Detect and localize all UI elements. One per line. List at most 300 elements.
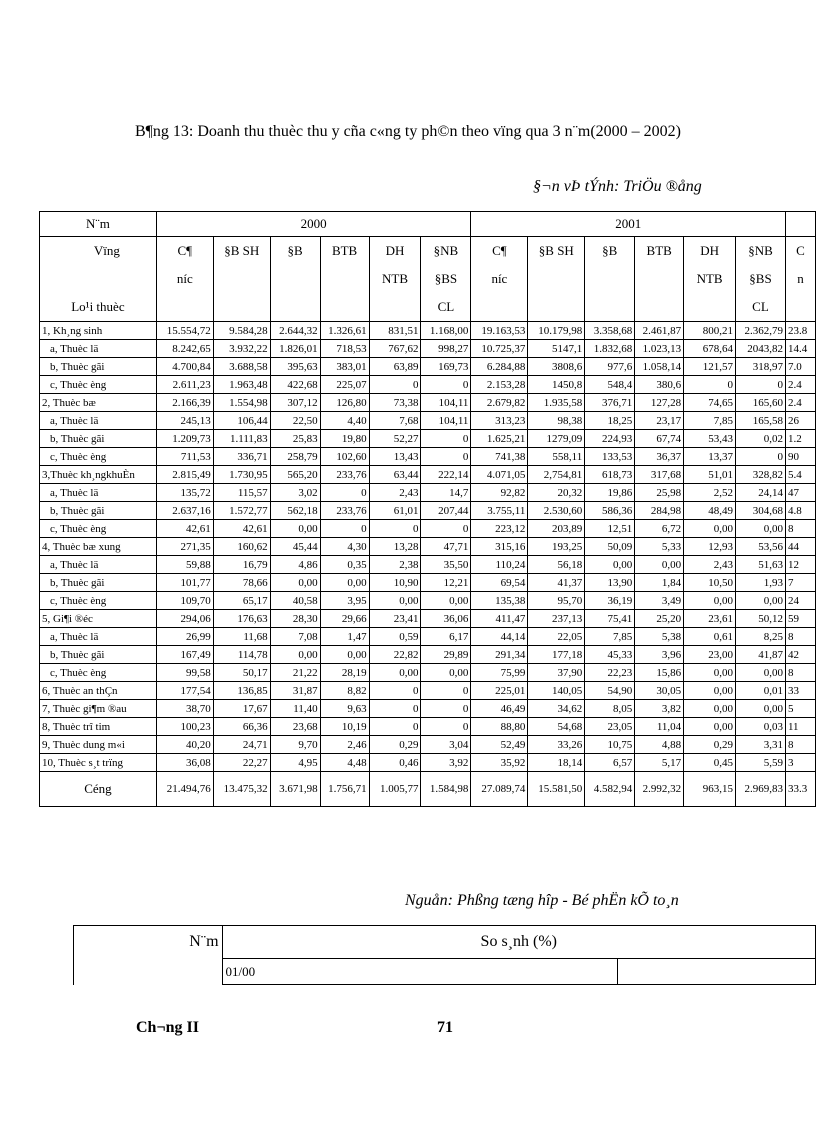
corner-region-label: Vïng xyxy=(93,243,120,258)
value-cell: 5,33 xyxy=(635,538,684,556)
value-cell: 0,00 xyxy=(736,664,786,682)
value-cell: 0 xyxy=(421,520,471,538)
value-cell: 12,51 xyxy=(585,520,635,538)
comparison-table xyxy=(73,925,816,985)
region-header xyxy=(585,237,635,322)
region-header-line xyxy=(637,265,681,293)
region-header-line: NTB xyxy=(696,271,723,286)
value-cell: 8 xyxy=(785,628,815,646)
value-cell: 23,05 xyxy=(585,718,635,736)
value-cell: 1.005,77 xyxy=(369,772,421,807)
region-header-line: NTB xyxy=(382,271,409,286)
value-cell: 1.584,98 xyxy=(421,772,471,807)
table-row xyxy=(40,322,816,340)
value-cell: 22,27 xyxy=(213,754,270,772)
value-cell: 767,62 xyxy=(369,340,421,358)
table-row xyxy=(40,556,816,574)
region-header-line xyxy=(216,265,268,293)
value-cell: 233,76 xyxy=(320,502,369,520)
region-header-line xyxy=(788,293,813,321)
value-cell: 45,44 xyxy=(270,538,320,556)
value-cell: 177,54 xyxy=(156,682,213,700)
region-header-line xyxy=(372,293,419,321)
value-cell: 165,58 xyxy=(736,412,786,430)
value-cell: 38,70 xyxy=(156,700,213,718)
table-row xyxy=(40,412,816,430)
value-cell: 6.284,88 xyxy=(471,358,528,376)
value-cell: 0,00 xyxy=(684,592,736,610)
value-cell: 10,19 xyxy=(320,718,369,736)
region-header-line: §B SH xyxy=(538,243,574,258)
row-label: 1, Kh¸ng sinh xyxy=(40,322,157,340)
value-cell: 0,00 xyxy=(736,520,786,538)
region-header-line xyxy=(686,293,733,321)
value-cell: 22,23 xyxy=(585,664,635,682)
region-header-line xyxy=(530,293,582,321)
value-cell: 0 xyxy=(421,700,471,718)
value-cell: 5,17 xyxy=(635,754,684,772)
value-cell: 53,56 xyxy=(736,538,786,556)
value-cell: 678,64 xyxy=(684,340,736,358)
value-cell: 8,05 xyxy=(585,700,635,718)
value-cell: 40,20 xyxy=(156,736,213,754)
value-cell: 44 xyxy=(785,538,815,556)
value-cell: 0 xyxy=(421,430,471,448)
value-cell: 10,75 xyxy=(585,736,635,754)
value-cell: 102,60 xyxy=(320,448,369,466)
value-cell: 136,85 xyxy=(213,682,270,700)
corner-year-label: N¨m xyxy=(40,212,157,237)
value-cell: 3,04 xyxy=(421,736,471,754)
value-cell: 26,99 xyxy=(156,628,213,646)
value-cell: 718,53 xyxy=(320,340,369,358)
value-cell: 35,50 xyxy=(421,556,471,574)
value-cell: 23,41 xyxy=(369,610,421,628)
value-cell: 315,16 xyxy=(471,538,528,556)
region-header-line xyxy=(323,293,367,321)
value-cell: 13,37 xyxy=(684,448,736,466)
value-cell: 1,93 xyxy=(736,574,786,592)
value-cell: 336,71 xyxy=(213,448,270,466)
value-cell: 24,14 xyxy=(736,484,786,502)
value-cell: 0,00 xyxy=(421,664,471,682)
value-cell: 1.554,98 xyxy=(213,394,270,412)
value-cell: 42 xyxy=(785,646,815,664)
region-header-line: §NB xyxy=(748,243,773,258)
value-cell: 3.671,98 xyxy=(270,772,320,807)
row-label: 10, Thuèc s¸t trïng xyxy=(40,754,157,772)
value-cell: 741,38 xyxy=(471,448,528,466)
value-cell: 67,74 xyxy=(635,430,684,448)
value-cell: 1.935,58 xyxy=(528,394,585,412)
value-cell: 2043,82 xyxy=(736,340,786,358)
row-label: b, Thuèc gãi xyxy=(40,430,157,448)
value-cell: 50,09 xyxy=(585,538,635,556)
table-row xyxy=(40,430,816,448)
region-header-line: §B SH xyxy=(224,243,260,258)
region-header-line: CL xyxy=(752,299,769,314)
value-cell: 376,71 xyxy=(585,394,635,412)
value-cell: 3,96 xyxy=(635,646,684,664)
value-cell: 2.992,32 xyxy=(635,772,684,807)
value-cell: 711,53 xyxy=(156,448,213,466)
value-cell: 10.179,98 xyxy=(528,322,585,340)
value-cell: 3,49 xyxy=(635,592,684,610)
value-cell: 8 xyxy=(785,736,815,754)
value-cell: 4.8 xyxy=(785,502,815,520)
value-cell: 548,4 xyxy=(585,376,635,394)
table-row xyxy=(40,736,816,754)
value-cell: 5,38 xyxy=(635,628,684,646)
value-cell: 0,59 xyxy=(369,628,421,646)
value-cell: 104,11 xyxy=(421,394,471,412)
value-cell: 110,24 xyxy=(471,556,528,574)
value-cell: 11,40 xyxy=(270,700,320,718)
value-cell: 1.111,83 xyxy=(213,430,270,448)
value-cell: 27.089,74 xyxy=(471,772,528,807)
value-cell: 233,76 xyxy=(320,466,369,484)
value-cell: 4,86 xyxy=(270,556,320,574)
value-cell: 23,61 xyxy=(684,610,736,628)
value-cell: 4,95 xyxy=(270,754,320,772)
table-row xyxy=(40,610,816,628)
value-cell: 1.209,73 xyxy=(156,430,213,448)
value-cell: 22,82 xyxy=(369,646,421,664)
value-cell: 14.4 xyxy=(785,340,815,358)
value-cell: 2,38 xyxy=(369,556,421,574)
value-cell: 203,89 xyxy=(528,520,585,538)
table-row xyxy=(40,682,816,700)
region-header-line: DH xyxy=(700,243,719,258)
table-row xyxy=(40,592,816,610)
value-cell: 15.581,50 xyxy=(528,772,585,807)
row-label: 2, Thuèc bæ xyxy=(40,394,157,412)
value-cell: 169,73 xyxy=(421,358,471,376)
value-cell: 0,00 xyxy=(369,592,421,610)
value-cell: 1.168,00 xyxy=(421,322,471,340)
value-cell: 2,43 xyxy=(369,484,421,502)
value-cell: 0,00 xyxy=(421,592,471,610)
region-header-line: CL xyxy=(437,299,455,314)
value-cell: 8 xyxy=(785,520,815,538)
value-cell: 100,23 xyxy=(156,718,213,736)
value-cell: 21.494,76 xyxy=(156,772,213,807)
chapter-label: Ch¬ng II xyxy=(136,1019,199,1036)
value-cell: 109,70 xyxy=(156,592,213,610)
region-header-line: §B xyxy=(287,243,303,258)
value-cell: 104,11 xyxy=(421,412,471,430)
value-cell: 75,41 xyxy=(585,610,635,628)
region-header xyxy=(471,237,528,322)
row-label: 8, Thuèc trî tim xyxy=(40,718,157,736)
value-cell: 2.461,87 xyxy=(635,322,684,340)
row-label: a, Thuèc lä xyxy=(40,556,157,574)
value-cell: 5,59 xyxy=(736,754,786,772)
value-cell: 10.725,37 xyxy=(471,340,528,358)
table-row xyxy=(40,718,816,736)
table-title: B¶ng 13: Doanh thu thuèc thu y cña c«ng ty ph©n theo vïng qua 3 n¨m(2000 – 2002) xyxy=(135,123,681,140)
value-cell: 36,37 xyxy=(635,448,684,466)
table-row xyxy=(40,466,816,484)
value-cell: 304,68 xyxy=(736,502,786,520)
value-cell: 0,29 xyxy=(369,736,421,754)
value-cell: 2,43 xyxy=(684,556,736,574)
value-cell: 0 xyxy=(421,682,471,700)
region-header-line xyxy=(159,293,211,321)
region-header-line xyxy=(530,265,582,293)
value-cell: 0,29 xyxy=(684,736,736,754)
region-header xyxy=(369,237,421,322)
value-cell: 12,21 xyxy=(421,574,471,592)
value-cell: 1.625,21 xyxy=(471,430,528,448)
value-cell: 1,47 xyxy=(320,628,369,646)
value-cell: 0,00 xyxy=(684,700,736,718)
value-cell: 8,82 xyxy=(320,682,369,700)
value-cell: 28,30 xyxy=(270,610,320,628)
row-label: b, Thuèc gãi xyxy=(40,646,157,664)
value-cell: 0,00 xyxy=(270,646,320,664)
value-cell: 4,40 xyxy=(320,412,369,430)
table-row xyxy=(40,520,816,538)
value-cell: 1.326,61 xyxy=(320,322,369,340)
value-cell: 4.071,05 xyxy=(471,466,528,484)
value-cell: 63,44 xyxy=(369,466,421,484)
value-cell: 0,01 xyxy=(736,682,786,700)
value-cell: 99,58 xyxy=(156,664,213,682)
compare-header: So s¸nh (%) xyxy=(222,926,815,959)
region-header-line: §BS xyxy=(434,271,458,286)
value-cell: 2.153,28 xyxy=(471,376,528,394)
region-header-line xyxy=(587,293,632,321)
value-cell: 977,6 xyxy=(585,358,635,376)
value-cell: 73,38 xyxy=(369,394,421,412)
compare-sub-label: 01/00 xyxy=(222,959,618,985)
value-cell: 0,00 xyxy=(684,520,736,538)
value-cell: 0 xyxy=(369,376,421,394)
value-cell: 46,49 xyxy=(471,700,528,718)
value-cell: 2,52 xyxy=(684,484,736,502)
value-cell: 2.166,39 xyxy=(156,394,213,412)
value-cell: 2.637,16 xyxy=(156,502,213,520)
value-cell: 33.3 xyxy=(785,772,815,807)
value-cell: 2.969,83 xyxy=(736,772,786,807)
value-cell: 0 xyxy=(369,682,421,700)
value-cell: 383,01 xyxy=(320,358,369,376)
value-cell: 11,68 xyxy=(213,628,270,646)
value-cell: 2.4 xyxy=(785,376,815,394)
value-cell: 1.730,95 xyxy=(213,466,270,484)
value-cell: 831,51 xyxy=(369,322,421,340)
value-cell: 165,60 xyxy=(736,394,786,412)
value-cell: 121,57 xyxy=(684,358,736,376)
row-label: a, Thuèc lä xyxy=(40,628,157,646)
region-header-line: BTB xyxy=(331,243,358,258)
value-cell: 92,82 xyxy=(471,484,528,502)
row-label: c, Thuèc èng xyxy=(40,664,157,682)
value-cell: 17,67 xyxy=(213,700,270,718)
value-cell: 42,61 xyxy=(213,520,270,538)
value-cell: 34,62 xyxy=(528,700,585,718)
row-label: b, Thuèc gãi xyxy=(40,502,157,520)
value-cell: 0,00 xyxy=(270,574,320,592)
value-cell: 0 xyxy=(421,448,471,466)
value-cell: 50,12 xyxy=(736,610,786,628)
region-header xyxy=(421,237,471,322)
corner-labels xyxy=(40,237,157,322)
value-cell: 284,98 xyxy=(635,502,684,520)
table-row xyxy=(40,664,816,682)
value-cell: 98,38 xyxy=(528,412,585,430)
value-cell: 114,78 xyxy=(213,646,270,664)
value-cell: 41,87 xyxy=(736,646,786,664)
value-cell: 2.679,82 xyxy=(471,394,528,412)
value-cell: 140,05 xyxy=(528,682,585,700)
value-cell: 4,30 xyxy=(320,538,369,556)
value-cell: 78,66 xyxy=(213,574,270,592)
value-cell: 29,89 xyxy=(421,646,471,664)
value-cell: 19,86 xyxy=(585,484,635,502)
value-cell: 380,6 xyxy=(635,376,684,394)
value-cell: 3 xyxy=(785,754,815,772)
value-cell: 224,93 xyxy=(585,430,635,448)
value-cell: 0,00 xyxy=(684,682,736,700)
value-cell: 3.688,58 xyxy=(213,358,270,376)
value-cell: 3,82 xyxy=(635,700,684,718)
value-cell: 4.582,94 xyxy=(585,772,635,807)
value-cell: 1.2 xyxy=(785,430,815,448)
value-cell: 0 xyxy=(684,376,736,394)
year-2002-header-partial xyxy=(785,212,815,237)
value-cell: 90 xyxy=(785,448,815,466)
value-cell: 0,02 xyxy=(736,430,786,448)
value-cell: 3.755,11 xyxy=(471,502,528,520)
row-label: Céng xyxy=(40,772,157,807)
table-row xyxy=(40,484,816,502)
region-header-line xyxy=(216,293,268,321)
value-cell: 26 xyxy=(785,412,815,430)
value-cell: 54,68 xyxy=(528,718,585,736)
region-header-line: §B xyxy=(602,243,618,258)
value-cell: 135,72 xyxy=(156,484,213,502)
value-cell: 23,68 xyxy=(270,718,320,736)
value-cell: 22,50 xyxy=(270,412,320,430)
region-header xyxy=(528,237,585,322)
value-cell: 0,35 xyxy=(320,556,369,574)
page-number: 71 xyxy=(437,1019,453,1036)
value-cell: 42,61 xyxy=(156,520,213,538)
value-cell: 1.963,48 xyxy=(213,376,270,394)
value-cell: 28,19 xyxy=(320,664,369,682)
value-cell: 3,31 xyxy=(736,736,786,754)
value-cell: 75,99 xyxy=(471,664,528,682)
value-cell: 21,22 xyxy=(270,664,320,682)
value-cell: 2.815,49 xyxy=(156,466,213,484)
region-header-line: §NB xyxy=(433,243,459,258)
value-cell: 307,12 xyxy=(270,394,320,412)
region-header xyxy=(736,237,786,322)
value-cell: 51,01 xyxy=(684,466,736,484)
value-cell: 7,68 xyxy=(369,412,421,430)
value-cell: 19.163,53 xyxy=(471,322,528,340)
value-cell: 30,05 xyxy=(635,682,684,700)
value-cell: 2.530,60 xyxy=(528,502,585,520)
value-cell: 0,45 xyxy=(684,754,736,772)
table-row xyxy=(40,376,816,394)
revenue-table xyxy=(39,211,816,807)
table-row xyxy=(40,754,816,772)
region-header xyxy=(320,237,369,322)
value-cell: 3.358,68 xyxy=(585,322,635,340)
value-cell: 0,00 xyxy=(585,556,635,574)
value-cell: 61,01 xyxy=(369,502,421,520)
value-cell: 18,14 xyxy=(528,754,585,772)
row-label: b, Thuèc gãi xyxy=(40,574,157,592)
table-row xyxy=(40,646,816,664)
value-cell: 44,14 xyxy=(471,628,528,646)
value-cell: 13,90 xyxy=(585,574,635,592)
value-cell: 33 xyxy=(785,682,815,700)
value-cell: 0 xyxy=(320,520,369,538)
value-cell: 167,49 xyxy=(156,646,213,664)
row-label: a, Thuèc lä xyxy=(40,484,157,502)
region-header-line: n xyxy=(797,271,804,286)
value-cell: 0,00 xyxy=(736,592,786,610)
value-cell: 6,72 xyxy=(635,520,684,538)
value-cell: 7 xyxy=(785,574,815,592)
value-cell: 0 xyxy=(369,718,421,736)
value-cell: 271,35 xyxy=(156,538,213,556)
row-label: 6, Thuèc an thÇn xyxy=(40,682,157,700)
value-cell: 800,21 xyxy=(684,322,736,340)
value-cell: 12,93 xyxy=(684,538,736,556)
value-cell: 20,32 xyxy=(528,484,585,502)
row-label: c, Thuèc èng xyxy=(40,376,157,394)
table-row xyxy=(40,448,816,466)
value-cell: 59,88 xyxy=(156,556,213,574)
unit-note: §¬n vÞ tÝnh: TriÖu ®ång xyxy=(533,178,702,195)
value-cell: 2.644,32 xyxy=(270,322,320,340)
value-cell: 237,13 xyxy=(528,610,585,628)
value-cell: 998,27 xyxy=(421,340,471,358)
row-label: 4, Thuèc bæ xung xyxy=(40,538,157,556)
value-cell: 291,34 xyxy=(471,646,528,664)
region-header-line xyxy=(323,265,367,293)
value-cell: 23.8 xyxy=(785,322,815,340)
year-2000-header: 2000 xyxy=(156,212,471,237)
value-cell: 1.572,77 xyxy=(213,502,270,520)
value-cell: 558,11 xyxy=(528,448,585,466)
value-cell: 7,85 xyxy=(585,628,635,646)
value-cell: 1450,8 xyxy=(528,376,585,394)
value-cell: 3,95 xyxy=(320,592,369,610)
table-row xyxy=(40,502,816,520)
value-cell: 31,87 xyxy=(270,682,320,700)
value-cell: 225,07 xyxy=(320,376,369,394)
region-header-line: C¶ xyxy=(492,243,507,258)
row-label: a, Thuèc lä xyxy=(40,412,157,430)
value-cell: 2,754,81 xyxy=(528,466,585,484)
value-cell: 59 xyxy=(785,610,815,628)
table-row xyxy=(40,358,816,376)
region-header xyxy=(785,237,815,322)
value-cell: 65,17 xyxy=(213,592,270,610)
value-cell: 565,20 xyxy=(270,466,320,484)
value-cell: 56,18 xyxy=(528,556,585,574)
row-label: 3,Thuèc kh¸ngkhuÈn xyxy=(40,466,157,484)
row-label: c, Thuèc èng xyxy=(40,592,157,610)
value-cell: 0 xyxy=(320,484,369,502)
value-cell: 127,28 xyxy=(635,394,684,412)
